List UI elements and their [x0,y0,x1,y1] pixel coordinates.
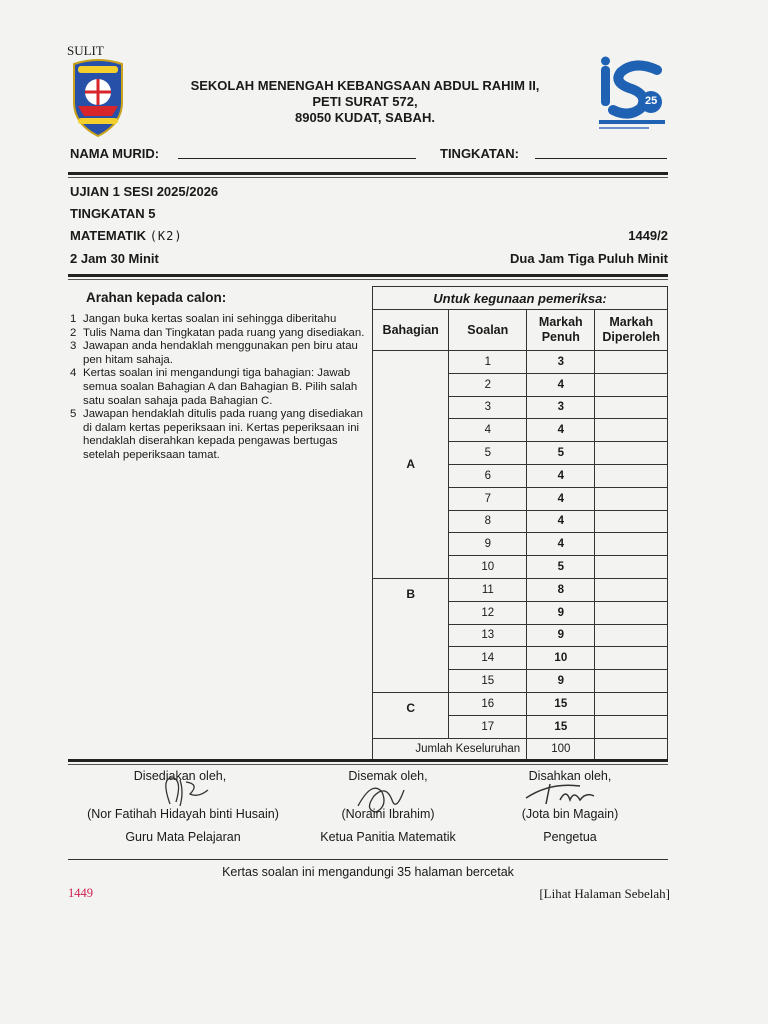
question-number: 7 [449,487,527,510]
school-address-line2: 89050 KUDAT, SABAH. [295,110,435,125]
divider [68,764,668,765]
instructions-title: Arahan kepada calon: [86,290,227,305]
obtained-mark-cell[interactable] [595,419,668,442]
divider [68,274,668,277]
obtained-mark-cell[interactable] [595,578,668,601]
full-mark: 4 [527,419,595,442]
exam-subject-note: (K2) [149,229,183,243]
marks-table [372,286,668,761]
question-number: 5 [449,442,527,465]
full-mark: 15 [527,715,595,738]
full-mark: 9 [527,624,595,647]
section-label: B [373,578,449,692]
approved-by-role: Pengetua [543,830,597,844]
question-number: 2 [449,373,527,396]
checked-by-name: (Noraini Ibrahim) [341,807,435,821]
total-label: Jumlah Keseluruhan [373,738,527,761]
exam-code: 1449/2 [628,228,668,243]
prepared-by-label: Disediakan oleh, [133,769,227,783]
obtained-mark-cell[interactable] [595,556,668,579]
obtained-mark-cell[interactable] [595,442,668,465]
instruction-item [70,408,370,462]
table-row [373,578,668,601]
full-mark: 15 [527,692,595,715]
exam-title: UJIAN 1 SESI 2025/2026 [70,184,219,199]
prepared-by-role: Guru Mata Pelajaran [125,830,241,844]
full-mark: 4 [527,533,595,556]
full-mark: 4 [527,487,595,510]
exam-duration-words: Dua Jam Tiga Puluh Minit [510,251,668,266]
exam-form: TINGKATAN 5 [70,206,156,221]
divider [68,759,668,762]
footer-code: 1449 [68,886,93,900]
instruction-number: 5 [70,408,77,421]
question-number: 15 [449,670,527,693]
nama-murid-label: NAMA MURID: [70,146,160,161]
instruction-number: 2 [70,326,77,339]
full-mark: 4 [527,464,595,487]
instruction-number: 1 [70,313,77,325]
exam-subject: MATEMATIK [70,228,147,243]
header-bahagian: Bahagian [373,310,449,351]
table-row [373,692,668,715]
approved-by-label: Disahkan oleh, [528,769,612,783]
question-number: 4 [449,419,527,442]
tingkatan-field[interactable] [535,158,667,159]
prepared-by-name: (Nor Fatihah Hidayah binti Husain) [87,807,279,821]
nama-murid-field[interactable] [178,158,416,159]
exam-duration: 2 Jam 30 Minit [70,251,159,266]
obtained-mark-cell[interactable] [595,373,668,396]
obtained-mark-cell[interactable] [595,464,668,487]
checked-by-role: Ketua Panitia Matematik [320,830,456,844]
question-number: 12 [449,601,527,624]
divider [68,177,668,178]
instruction-text: Jangan buka kertas soalan ini sehingga diberitahu [83,313,337,325]
obtained-mark-cell[interactable] [595,351,668,374]
full-mark: 3 [527,396,595,419]
tingkatan-label: TINGKATAN: [440,146,519,161]
header-markah-penuh: Markah Penuh [527,310,595,351]
question-number: 10 [449,556,527,579]
full-mark: 5 [527,442,595,465]
full-mark: 3 [527,351,595,374]
instruction-text: Tulis Nama dan Tingkatan pada ruang yang disediakan. [83,326,365,339]
question-number: 9 [449,533,527,556]
signature-1 [150,772,220,812]
exam-subject-line [70,228,183,243]
next-page-note: [Lihat Halaman Sebelah] [539,886,670,901]
marks-table-caption: Untuk kegunaan pemeriksa: [373,287,668,310]
obtained-mark-cell[interactable] [595,624,668,647]
question-number: 14 [449,647,527,670]
divider [68,279,668,280]
header-markah-diperoleh: Markah Diperoleh [595,310,668,351]
question-number: 16 [449,692,527,715]
signature-3 [520,778,600,808]
obtained-mark-cell[interactable] [595,533,668,556]
obtained-mark-cell[interactable] [595,692,668,715]
total-obtained-cell[interactable] [595,738,668,761]
full-mark: 5 [527,556,595,579]
obtained-mark-cell[interactable] [595,670,668,693]
instruction-number: 4 [70,367,77,380]
question-number: 3 [449,396,527,419]
obtained-mark-cell[interactable] [595,510,668,533]
page-count-note: Kertas soalan ini mengandungi 35 halaman bercetak [222,865,514,879]
school-name: SEKOLAH MENENGAH KEBANGSAAN ABDUL RAHIM II, [190,78,540,93]
total-row [373,738,668,761]
question-number: 1 [449,351,527,374]
instruction-text: Jawapan anda hendaklah menggunakan pen biru atau pen hitam sahaja. [83,340,358,366]
obtained-mark-cell[interactable] [595,601,668,624]
full-mark: 4 [527,373,595,396]
approved-by-name: (Jota bin Magain) [521,807,619,821]
anniversary-logo [595,56,670,134]
total-value: 100 [527,738,595,761]
obtained-mark-cell[interactable] [595,647,668,670]
question-number: 6 [449,464,527,487]
header-soalan: Soalan [449,310,527,351]
logo-badge-number: 25 [645,95,658,107]
full-mark: 9 [527,670,595,693]
school-crest-logo [68,58,128,138]
table-row [373,351,668,374]
instruction-item [70,313,370,327]
instruction-item [70,340,370,367]
instruction-text: Kertas soalan ini mengandungi tiga bahagian: Jawab semua soalan Bahagian A dan Bahagian B. Pilih salah satu soalan sahaja pada Bahagian C. [83,367,358,407]
section-label: A [373,351,449,579]
obtained-mark-cell[interactable] [595,715,668,738]
question-number: 17 [449,715,527,738]
full-mark: 8 [527,578,595,601]
divider [68,859,668,860]
school-header [140,78,590,126]
divider [68,172,668,175]
sulit-label: SULIT [67,43,104,58]
full-mark: 4 [527,510,595,533]
checked-by-label: Disemak oleh, [348,769,428,783]
section-label: C [373,692,449,738]
instruction-item [70,327,370,341]
instruction-text: Jawapan hendaklah ditulis pada ruang yang disediakan di dalam kertas peperiksaan ini. Kertas peperiksaan ini hendaklah diserahkan kepada pengawas bertugas setelah peperiksaan tamat. [83,408,363,461]
school-address-line1: PETI SURAT 572, [312,94,418,109]
question-number: 11 [449,578,527,601]
question-number: 13 [449,624,527,647]
instructions-list [70,313,370,463]
obtained-mark-cell[interactable] [595,487,668,510]
full-mark: 9 [527,601,595,624]
instruction-number: 3 [70,340,77,353]
question-number: 8 [449,510,527,533]
obtained-mark-cell[interactable] [595,396,668,419]
instruction-item [70,367,370,408]
full-mark: 10 [527,647,595,670]
